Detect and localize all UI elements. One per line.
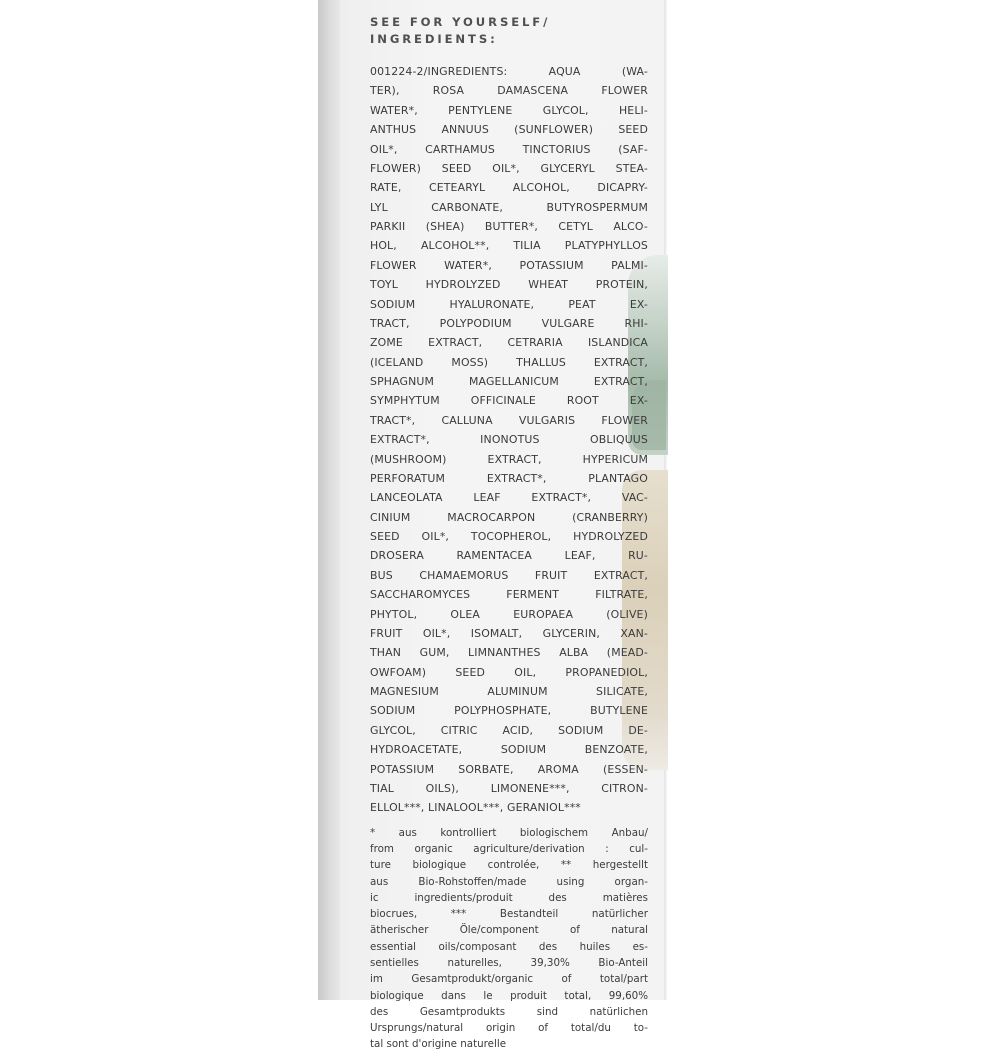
ingredients-heading xyxy=(370,14,648,48)
ingredients-line: LYL CARBONATE, BUTYROSPERMUM xyxy=(370,200,648,214)
ingredients-line: OWFOAM) SEED OIL, PROPANEDIOL, xyxy=(370,665,648,679)
ingredients-line: THAN GUM, LIMNANTHES ALBA (MEAD- xyxy=(370,646,648,660)
ingredients-line: FLOWER) SEED OIL*, GLYCERYL STEA- xyxy=(370,161,648,175)
ingredients-line: SODIUM HYALURONATE, PEAT EX- xyxy=(370,297,648,311)
ingredients-line: TER), ROSA DAMASCENA FLOWER xyxy=(370,84,648,98)
ingredients-line: SEED OIL*, TOCOPHEROL, HYDROLYZED xyxy=(370,530,648,543)
notes-line: aus Bio-Rohstoffen/made using organ- xyxy=(370,875,648,888)
notes-line: ätherischer Öle/component of natural xyxy=(370,924,648,937)
ingredients-line: PARKII (SHEA) BUTTER*, CETYL ALCO- xyxy=(370,220,648,233)
label-text-block xyxy=(370,14,648,1053)
ingredients-line: OIL*, CARTHAMUS TINCTORIUS (SAF- xyxy=(370,142,648,156)
ingredients-line: WATER*, PENTYLENE GLYCOL, HELI- xyxy=(370,103,648,117)
notes-line: im Gesamtprodukt/organic of total/part xyxy=(370,973,648,986)
ingredients-line: MAGNESIUM ALUMINUM SILICATE, xyxy=(370,685,648,698)
heading-line: SEE FOR YOURSELF/ xyxy=(370,15,551,29)
ingredients-line: GLYCOL, CITRIC ACID, SODIUM DE- xyxy=(370,723,648,737)
notes-line: * aus kontrolliert biologischem Anbau/ xyxy=(370,826,648,839)
ingredients-line: HYDROACETATE, SODIUM BENZOATE, xyxy=(370,743,648,757)
ingredients-line: LANCEOLATA LEAF EXTRACT*, VAC- xyxy=(370,491,648,505)
ingredients-line: FRUIT OIL*, ISOMALT, GLYCERIN, XAN- xyxy=(370,626,648,640)
ingredients-line: POTASSIUM SORBATE, AROMA (ESSEN- xyxy=(370,762,648,776)
ingredients-line: ELLOL***, LINALOOL***, GERANIOL*** xyxy=(370,801,581,815)
notes-line: ture biologique controlée, ** hergestellt xyxy=(370,859,648,872)
notes-line: ic ingredients/produit des matières xyxy=(370,891,648,904)
ingredients-line: (ICELAND MOSS) THALLUS EXTRACT, xyxy=(370,355,648,369)
notes-line: tal sont d'origine naturelle xyxy=(370,1038,507,1051)
ingredients-line: DROSERA RAMENTACEA LEAF, RU- xyxy=(370,549,648,563)
notes-line: Ursprungs/natural origin of total/du to- xyxy=(370,1022,648,1035)
ingredients-line: EXTRACT*, INONOTUS OBLIQUUS xyxy=(370,433,648,447)
notes-line: sentielles naturelles, 39,30% Bio-Anteil xyxy=(370,957,648,969)
ingredients-line: 001224-2/INGREDIENTS: AQUA (WA- xyxy=(370,65,648,78)
ingredients-line: TRACT, POLYPODIUM VULGARE RHI- xyxy=(370,316,648,330)
notes-line: biocrues, *** Bestandteil natürlicher xyxy=(370,908,648,921)
ingredients-line: PERFORATUM EXTRACT*, PLANTAGO xyxy=(370,471,648,485)
ingredients-line: TRACT*, CALLUNA VULGARIS FLOWER xyxy=(370,413,648,427)
ingredients-line: ANTHUS ANNUUS (SUNFLOWER) SEED xyxy=(370,123,648,137)
ingredients-line: (MUSHROOM) EXTRACT, HYPERICUM xyxy=(370,452,648,466)
ingredients-line: BUS CHAMAEMORUS FRUIT EXTRACT, xyxy=(370,568,648,582)
ingredients-line: PHYTOL, OLEA EUROPAEA (OLIVE) xyxy=(370,607,648,621)
ingredients-line: TIAL OILS), LIMONENE***, CITRON- xyxy=(370,781,648,795)
ingredients-line: HOL, ALCOHOL**, TILIA PLATYPHYLLOS xyxy=(370,239,648,253)
ingredients-line: SYMPHYTUM OFFICINALE ROOT EX- xyxy=(370,394,648,408)
notes-line: essential oils/composant des huiles es- xyxy=(370,940,648,953)
organic-notes xyxy=(370,825,648,1053)
ingredients-line: SODIUM POLYPHOSPHATE, BUTYLENE xyxy=(370,704,648,718)
ingredients-line: RATE, CETEARYL ALCOHOL, DICAPRY- xyxy=(370,181,648,195)
ingredients-list xyxy=(370,62,648,818)
notes-line: biologique dans le produit total, 99,60% xyxy=(370,989,648,1002)
notes-line: des Gesamtprodukts sind natürlichen xyxy=(370,1005,648,1018)
heading-line: INGREDIENTS: xyxy=(370,32,498,46)
ingredients-line: ZOME EXTRACT, CETRARIA ISLANDICA xyxy=(370,336,648,350)
ingredients-line: CINIUM MACROCARPON (CRANBERRY) xyxy=(370,510,648,524)
ingredients-line: TOYL HYDROLYZED WHEAT PROTEIN, xyxy=(370,278,648,292)
ingredients-line: SPHAGNUM MAGELLANICUM EXTRACT, xyxy=(370,375,648,388)
ingredients-line: FLOWER WATER*, POTASSIUM PALMI- xyxy=(370,258,648,272)
ingredients-line: SACCHAROMYCES FERMENT FILTRATE, xyxy=(370,588,648,602)
notes-line: from organic agriculture/derivation : cul- xyxy=(370,842,648,855)
